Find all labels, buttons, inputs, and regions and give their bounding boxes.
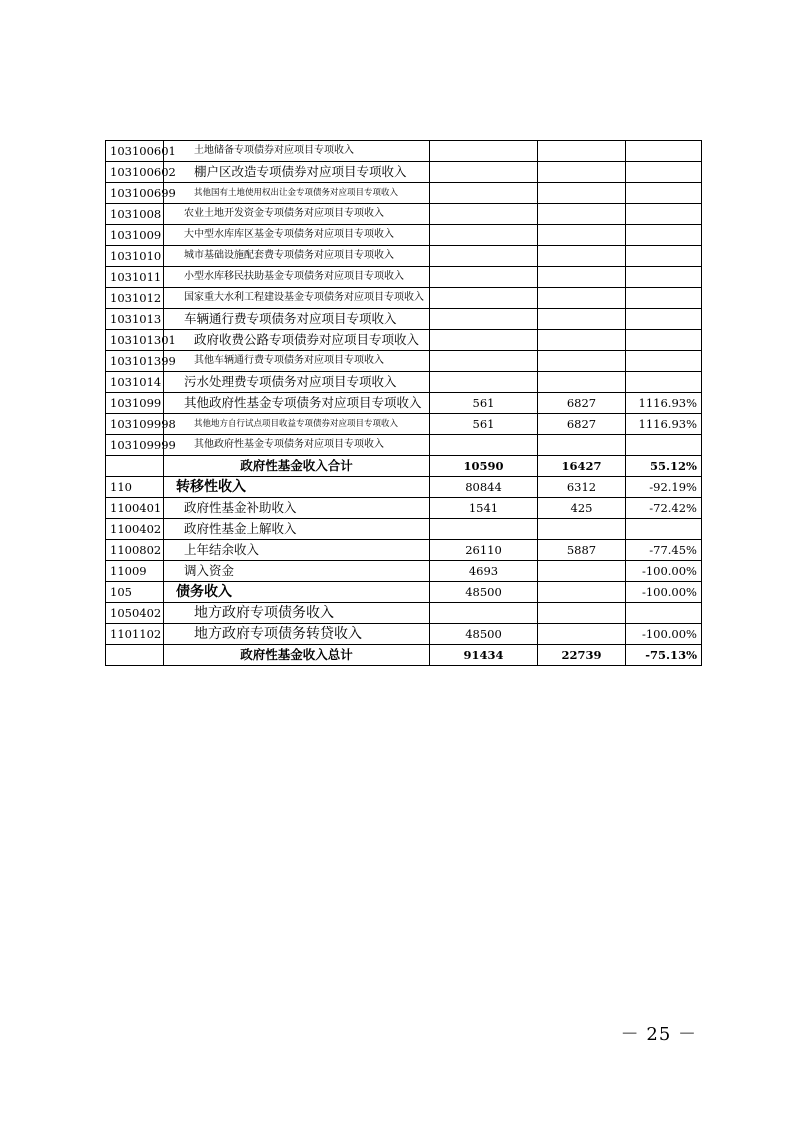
row-name: 其他政府性基金专项债务对应项目专项收入 — [164, 435, 430, 456]
change-percent — [626, 162, 702, 183]
change-percent — [626, 267, 702, 288]
value-col-1: 48500 — [430, 624, 538, 645]
table-row — [106, 351, 702, 372]
total-row — [106, 645, 702, 666]
value-col-2 — [538, 519, 626, 540]
change-percent: 1116.93% — [626, 414, 702, 435]
row-name: 调入资金 — [164, 561, 430, 582]
table-body — [106, 141, 702, 666]
change-percent: -100.00% — [626, 582, 702, 603]
row-name: 其他车辆通行费专项债务对应项目专项收入 — [164, 351, 430, 372]
row-name: 债务收入 — [164, 582, 430, 603]
value-col-2 — [538, 246, 626, 267]
row-name: 转移性收入 — [164, 477, 430, 498]
row-name: 政府性基金补助收入 — [164, 498, 430, 519]
value-col-2: 5887 — [538, 540, 626, 561]
row-code: 11009 — [106, 561, 164, 582]
row-code — [106, 456, 164, 477]
value-col-2 — [538, 372, 626, 393]
value-col-2 — [538, 288, 626, 309]
row-code: 103109999 — [106, 435, 164, 456]
row-code: 105 — [106, 582, 164, 603]
change-percent: -75.13% — [626, 645, 702, 666]
row-code: 1100802 — [106, 540, 164, 561]
value-col-2 — [538, 225, 626, 246]
row-code: 1031009 — [106, 225, 164, 246]
change-percent: 55.12% — [626, 456, 702, 477]
row-name: 车辆通行费专项债务对应项目专项收入 — [164, 309, 430, 330]
value-col-1 — [430, 267, 538, 288]
row-code: 1100401 — [106, 498, 164, 519]
row-code: 1031010 — [106, 246, 164, 267]
row-code: 103100699 — [106, 183, 164, 204]
row-name: 小型水库移民扶助基金专项债务对应项目专项收入 — [164, 267, 430, 288]
value-col-1: 1541 — [430, 498, 538, 519]
value-col-1: 4693 — [430, 561, 538, 582]
change-percent — [626, 288, 702, 309]
change-percent — [626, 141, 702, 162]
row-name: 农业土地开发资金专项债务对应项目专项收入 — [164, 204, 430, 225]
table-row — [106, 309, 702, 330]
row-name: 上年结余收入 — [164, 540, 430, 561]
row-code: 103101399 — [106, 351, 164, 372]
table-row — [106, 519, 702, 540]
value-col-1 — [430, 246, 538, 267]
value-col-2: 425 — [538, 498, 626, 519]
row-name: 国家重大水利工程建设基金专项债务对应项目专项收入 — [164, 288, 430, 309]
value-col-2: 22739 — [538, 645, 626, 666]
value-col-1: 561 — [430, 414, 538, 435]
value-col-2 — [538, 582, 626, 603]
page-number: － 25 － — [620, 1024, 697, 1045]
value-col-2 — [538, 435, 626, 456]
row-code: 110 — [106, 477, 164, 498]
change-percent: -77.45% — [626, 540, 702, 561]
table-row — [106, 372, 702, 393]
row-code: 1031014 — [106, 372, 164, 393]
value-col-2 — [538, 351, 626, 372]
value-col-2 — [538, 561, 626, 582]
row-code: 103101301 — [106, 330, 164, 351]
row-code: 1100402 — [106, 519, 164, 540]
value-col-1 — [430, 141, 538, 162]
row-name: 政府收费公路专项债券对应项目专项收入 — [164, 330, 430, 351]
row-code: 1031013 — [106, 309, 164, 330]
row-code: 103100601 — [106, 141, 164, 162]
change-percent: -72.42% — [626, 498, 702, 519]
row-code: 1031008 — [106, 204, 164, 225]
value-col-1 — [430, 519, 538, 540]
value-col-1: 80844 — [430, 477, 538, 498]
row-name: 城市基础设施配套费专项债务对应项目专项收入 — [164, 246, 430, 267]
value-col-1 — [430, 183, 538, 204]
change-percent: -92.19% — [626, 477, 702, 498]
table-row — [106, 162, 702, 183]
change-percent: 1116.93% — [626, 393, 702, 414]
row-code: 1031011 — [106, 267, 164, 288]
change-percent — [626, 519, 702, 540]
table-row — [106, 624, 702, 645]
table-row — [106, 393, 702, 414]
value-col-2 — [538, 330, 626, 351]
table-row — [106, 288, 702, 309]
change-percent — [626, 246, 702, 267]
value-col-1: 561 — [430, 393, 538, 414]
table-row — [106, 204, 702, 225]
row-name: 地方政府专项债务转贷收入 — [164, 624, 430, 645]
row-name: 其他政府性基金专项债务对应项目专项收入 — [164, 393, 430, 414]
value-col-2: 6312 — [538, 477, 626, 498]
table-row — [106, 561, 702, 582]
row-name: 其他国有土地使用权出让金专项债务对应项目专项收入 — [164, 183, 430, 204]
budget-table — [105, 140, 702, 666]
change-percent — [626, 603, 702, 624]
value-col-2 — [538, 267, 626, 288]
value-col-1 — [430, 330, 538, 351]
change-percent — [626, 435, 702, 456]
total-row — [106, 456, 702, 477]
table-row — [106, 435, 702, 456]
change-percent: -100.00% — [626, 561, 702, 582]
value-col-2 — [538, 603, 626, 624]
value-col-2 — [538, 309, 626, 330]
row-code: 103100602 — [106, 162, 164, 183]
row-name: 污水处理费专项债务对应项目专项收入 — [164, 372, 430, 393]
value-col-2: 16427 — [538, 456, 626, 477]
table-row — [106, 540, 702, 561]
change-percent — [626, 183, 702, 204]
value-col-1 — [430, 204, 538, 225]
table-row — [106, 477, 702, 498]
value-col-2 — [538, 183, 626, 204]
table-row — [106, 141, 702, 162]
value-col-1 — [430, 372, 538, 393]
change-percent — [626, 204, 702, 225]
change-percent — [626, 372, 702, 393]
row-code: 1031099 — [106, 393, 164, 414]
table-row — [106, 582, 702, 603]
row-name: 其他地方自行试点项目收益专项债券对应项目专项收入 — [164, 414, 430, 435]
value-col-2 — [538, 162, 626, 183]
change-percent — [626, 351, 702, 372]
value-col-1: 91434 — [430, 645, 538, 666]
value-col-1 — [430, 603, 538, 624]
value-col-2 — [538, 624, 626, 645]
row-code: 103109998 — [106, 414, 164, 435]
row-name: 大中型水库库区基金专项债务对应项目专项收入 — [164, 225, 430, 246]
value-col-1 — [430, 225, 538, 246]
table-row — [106, 414, 702, 435]
row-code: 1050402 — [106, 603, 164, 624]
change-percent: -100.00% — [626, 624, 702, 645]
table-row — [106, 330, 702, 351]
value-col-1 — [430, 435, 538, 456]
value-col-2 — [538, 141, 626, 162]
value-col-1: 10590 — [430, 456, 538, 477]
value-col-2 — [538, 204, 626, 225]
value-col-2: 6827 — [538, 393, 626, 414]
table-row — [106, 183, 702, 204]
table-row — [106, 603, 702, 624]
table-row — [106, 498, 702, 519]
row-name: 政府性基金上解收入 — [164, 519, 430, 540]
value-col-1: 48500 — [430, 582, 538, 603]
row-name: 政府性基金收入合计 — [164, 456, 430, 477]
row-code: 1031012 — [106, 288, 164, 309]
value-col-2: 6827 — [538, 414, 626, 435]
row-code: 1101102 — [106, 624, 164, 645]
value-col-1: 26110 — [430, 540, 538, 561]
table-row — [106, 225, 702, 246]
row-code — [106, 645, 164, 666]
value-col-1 — [430, 351, 538, 372]
change-percent — [626, 309, 702, 330]
value-col-1 — [430, 162, 538, 183]
table-row — [106, 267, 702, 288]
row-name: 地方政府专项债务收入 — [164, 603, 430, 624]
table-row — [106, 246, 702, 267]
change-percent — [626, 330, 702, 351]
value-col-1 — [430, 309, 538, 330]
value-col-1 — [430, 288, 538, 309]
change-percent — [626, 225, 702, 246]
row-name: 政府性基金收入总计 — [164, 645, 430, 666]
row-name: 土地储备专项债券对应项目专项收入 — [164, 141, 430, 162]
row-name: 棚户区改造专项债券对应项目专项收入 — [164, 162, 430, 183]
